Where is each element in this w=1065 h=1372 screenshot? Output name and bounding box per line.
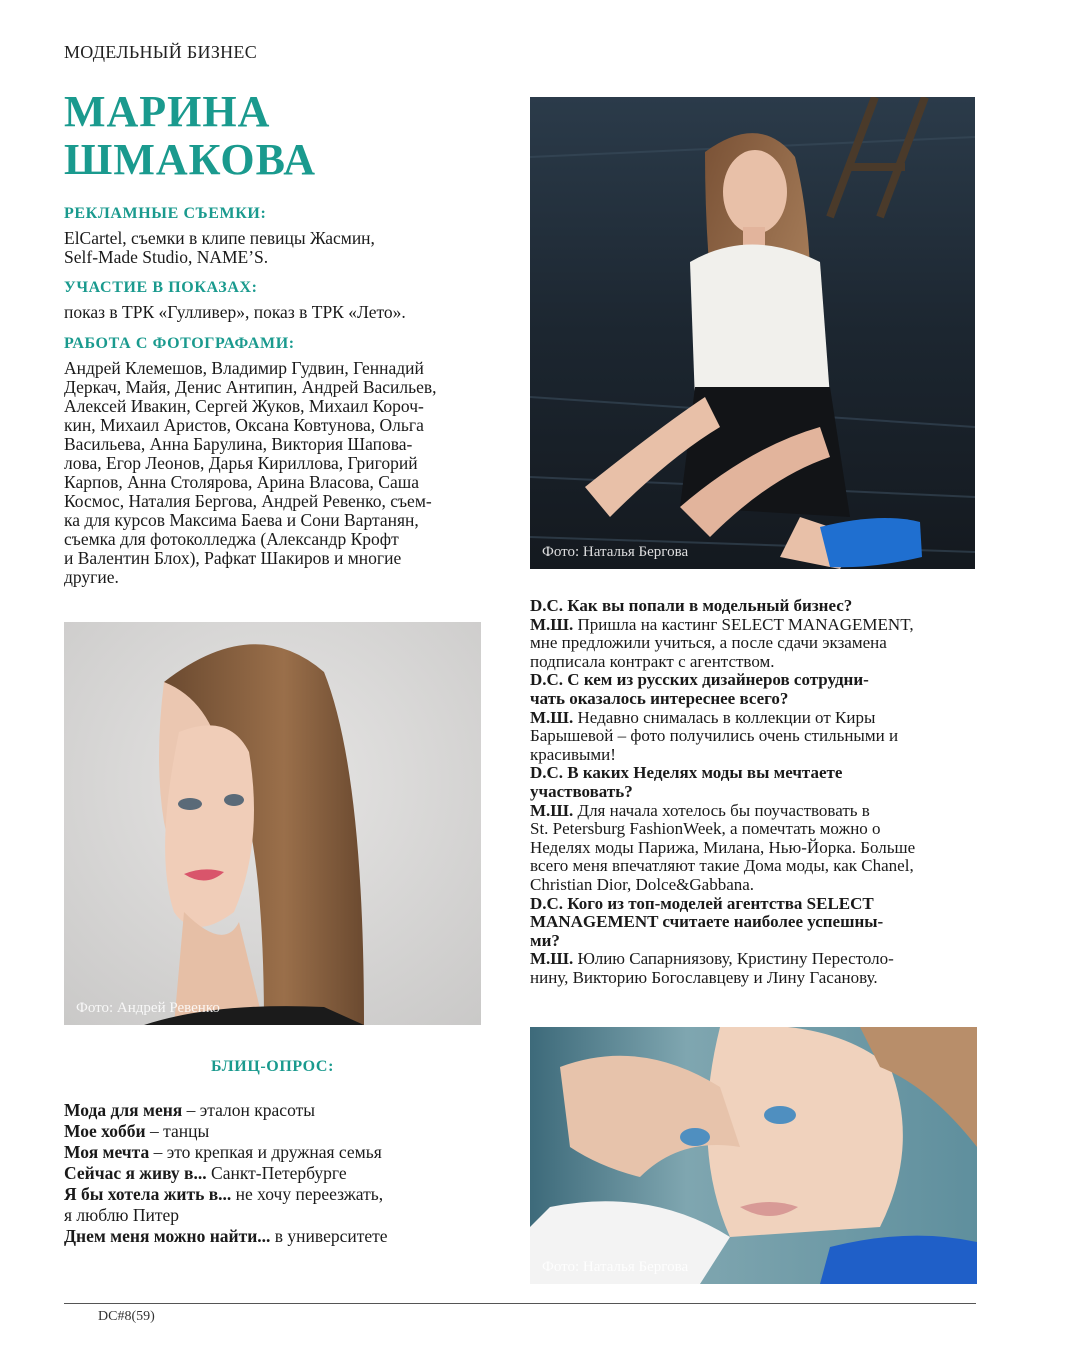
shows-heading: УЧАСТИЕ В ПОКАЗАХ: [64,279,258,296]
interview-question [530,597,975,616]
interview-answer [530,616,975,672]
interview-line: подписала контракт с агентством. [530,651,775,671]
interview-line: Барышевой – фото получились очень стильными и [530,726,899,746]
interview-speaker: М.Ш. [530,614,574,634]
photographers-line: Космос, Наталия Бергова, Андрей Ревенко, съем- [64,491,432,511]
interview-line: чать оказалось интереснее всего? [530,688,789,708]
photo-portrait-model-image [64,622,481,1025]
interview-line: всего меня впечатляют такие Дома моды, как Chanel, [530,856,914,876]
interview-line: D.C. Кого из топ-моделей агентства SELECT [530,893,874,913]
blitz-heading: БЛИЦ-ОПРОС: [210,1058,334,1075]
photo-caption: Фото: Наталья Бергова [542,544,689,560]
interview-question [530,764,975,801]
model-name-line1: МАРИНА [64,87,271,136]
footer-divider [64,1303,976,1304]
photographers-line: ка для курсов Максима Баева и Сони Вартанян, [64,510,419,530]
photo-seated-model-image [530,97,975,569]
ads-heading: РЕКЛАМНЫЕ СЪЕМКИ: [64,205,267,222]
blitz-item-label: Мое хобби [64,1121,146,1141]
interview-speaker: М.Ш. [530,707,574,727]
photo-caption: Фото: Андрей Ревенко [76,1000,220,1016]
interview-line: Christian Dior, Dolce&Gabbana. [530,874,755,894]
model-name [64,88,316,184]
profile-block [64,205,484,587]
blitz-item-value: Санкт-Петербурге [206,1163,347,1183]
interview-question [530,895,975,951]
blitz-item-value: не хочу переезжать, [231,1184,384,1204]
photographers-heading: РАБОТА С ФОТОГРАФАМИ: [64,335,295,352]
blitz-item-value: – танцы [145,1121,210,1141]
interview-answer [530,950,975,987]
interview-line: участвовать? [530,781,633,801]
interview-line: ми? [530,930,560,950]
photographers-line: Алексей Ивакин, Сергей Жуков, Михаил Короч- [64,396,424,416]
blitz-list [64,1100,388,1247]
photographers-line: Васильева, Анна Барулина, Виктория Шапова- [64,434,413,454]
interview-line: Для начала хотелось бы поучаствовать в [573,800,870,820]
interview-line: D.C. С кем из русских дизайнеров сотрудни- [530,670,869,690]
photographers-line: другие. [64,567,119,587]
ads-line: ElCartel, съемки в клипе певицы Жасмин, [64,228,375,248]
ads-text [64,229,484,267]
blitz-item [64,1163,388,1184]
blitz-item-value: в университете [270,1226,388,1246]
photographers-line: Андрей Клемешов, Владимир Гудвин, Геннадий [64,358,424,378]
blitz-item-value: я люблю Питер [64,1205,180,1225]
page-folio: DC#8(59) [98,1309,155,1324]
photo-closeup-model [530,1027,977,1284]
photographers-line: лова, Егор Леонов, Дарья Кириллова, Григорий [64,453,418,473]
blitz-item [64,1121,388,1142]
blitz-item-value: – эталон красоты [182,1100,315,1120]
interview-line: MANAGEMENT считаете наиболее успешны- [530,912,884,932]
blitz-item-label: Сейчас я живу в... [64,1163,207,1183]
interview-line: красивыми! [530,744,616,764]
interview [530,597,975,987]
interview-line: St. Petersburg FashionWeek, а помечтать можно о [530,819,881,839]
interview-line: Неделях моды Парижа, Милана, Нью-Йорка. Больше [530,837,916,857]
interview-speaker: М.Ш. [530,949,574,969]
interview-question [530,671,975,708]
interview-line: Юлию Сапарниязову, Кристину Перестоло- [573,949,894,969]
blitz-item-label: Я бы хотела жить в... [64,1184,232,1204]
blitz-item-label: Днем меня можно найти... [64,1226,271,1246]
interview-answer [530,709,975,765]
interview-line: нину, Викторию Богославцеву и Лину Гасанову. [530,967,878,987]
section-label: МОДЕЛЬНЫЙ БИЗНЕС [64,42,258,62]
blitz-item [64,1184,388,1205]
shows-text [64,303,484,322]
interview-line: D.C. В каких Неделях моды вы мечтаете [530,763,843,783]
blitz-item [64,1226,388,1247]
blitz-item [64,1142,388,1163]
interview-line: Недавно снималась в коллекции от Киры [573,707,876,727]
blitz-item-label: Моя мечта [64,1142,150,1162]
interview-speaker: М.Ш. [530,800,574,820]
interview-answer [530,802,975,895]
shows-line: показ в ТРК «Гулливер», показ в ТРК «Лето». [64,302,406,322]
interview-line: D.C. Как вы попали в модельный бизнес? [530,596,853,615]
photographers-line: Карпов, Анна Столярова, Арина Власова, Саша [64,472,419,492]
photo-closeup-model-image [530,1027,977,1284]
blitz-item [64,1100,388,1121]
blitz-item [64,1205,388,1226]
photographers-line: и Валентин Блох), Рафкат Шакиров и многие [64,548,402,568]
blitz-item-value: – это крепкая и дружная семья [149,1142,382,1162]
blitz-item-label: Мода для меня [64,1100,183,1120]
photographers-line: Деркач, Майя, Денис Антипин, Андрей Васильев, [64,377,437,397]
interview-line: Пришла на кастинг SELECT MANAGEMENT, [573,614,914,634]
photo-seated-model [530,97,975,569]
photo-caption: Фото: Наталья Бергова [542,1259,689,1275]
photo-portrait-model [64,622,481,1025]
ads-line: Self-Made Studio, NAME’S. [64,247,269,267]
photographers-line: съемка для фотоколледжа (Александр Крофт [64,529,399,549]
photographers-text [64,359,484,587]
interview-line: мне предложили учиться, а после сдачи экзамена [530,633,887,653]
model-name-line2: ШМАКОВА [64,135,317,184]
photographers-line: кин, Михаил Аристов, Оксана Ковтунова, Ольга [64,415,424,435]
